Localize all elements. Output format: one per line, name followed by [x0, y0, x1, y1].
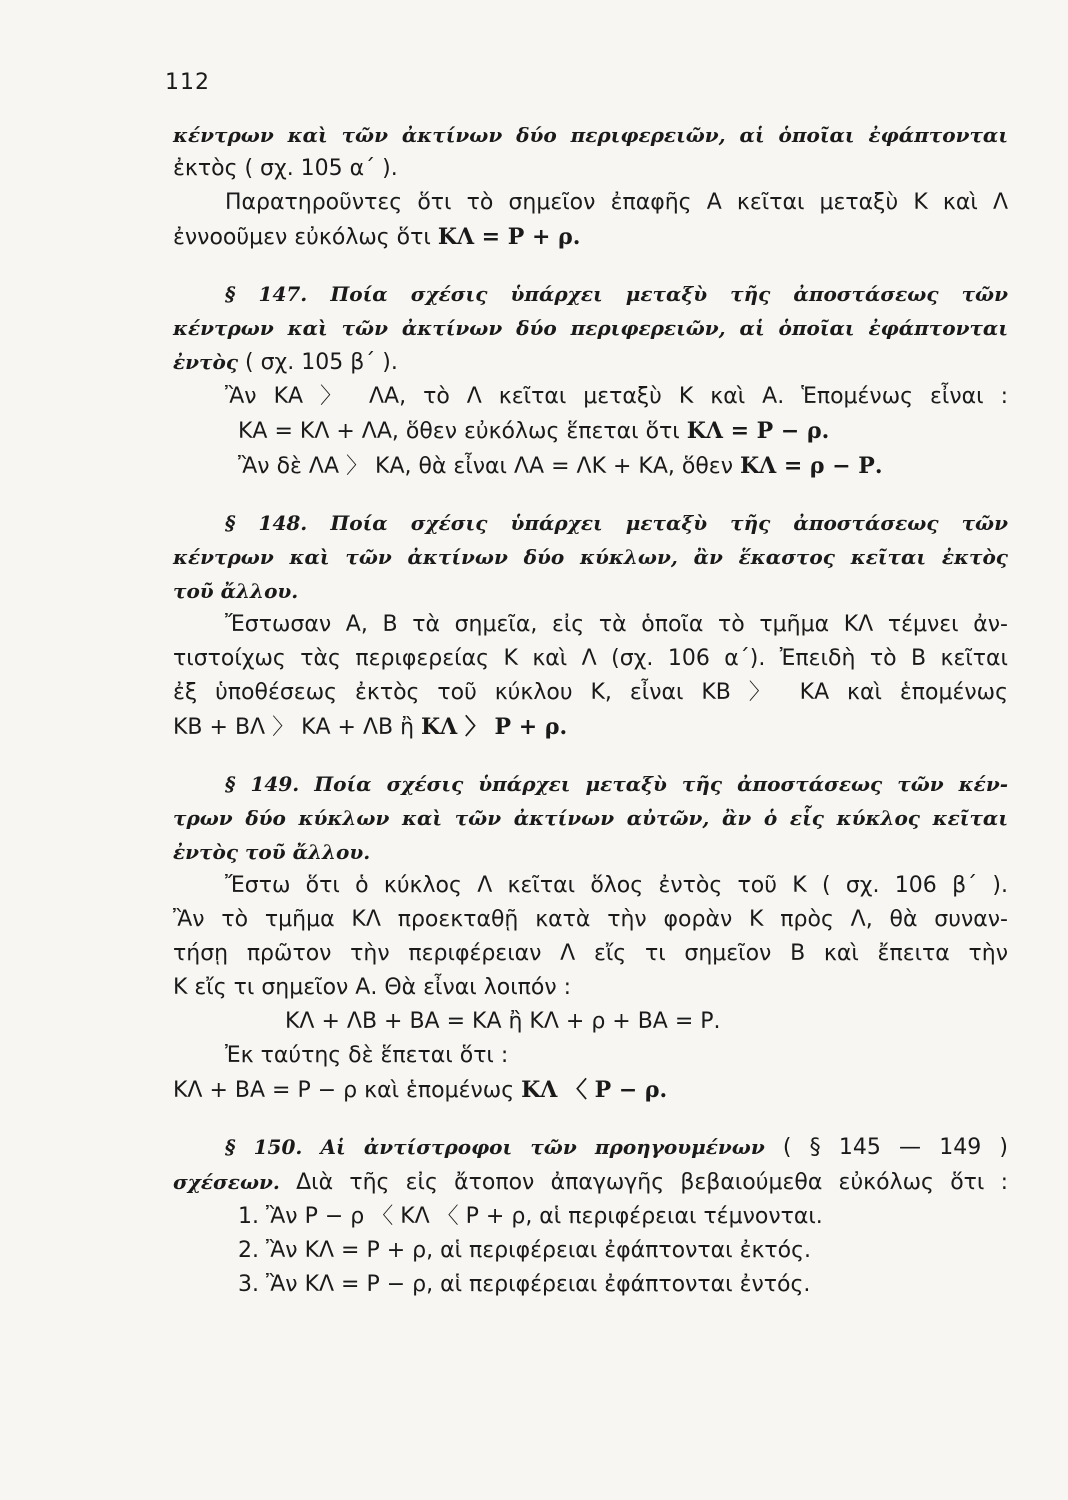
p150-heading-2 [173, 1165, 1008, 1200]
p147-line-2-text: ΚΑ = ΚΛ + ΛΑ, ὅθεν εὐκόλως ἕπεται ὅτι [238, 419, 687, 444]
p150-item-1: 1. Ἂν Ρ − ρ 〈 ΚΛ 〈 Ρ + ρ, αἱ περιφέρειαι τέμνονται. [238, 1204, 823, 1229]
p149-line-2: Ἂν τὸ τμῆμα ΚΛ προεκταθῇ κατὰ τὴν φορὰν Κ πρὸς Λ, θὰ συναν- [173, 907, 1008, 932]
p148-line-4 [173, 710, 1008, 745]
p150-intro: Διὰ τῆς εἰς ἄτοπον ἀπαγωγῆς βεβαιούμεθα εὐκόλως ὅτι : [279, 1170, 1008, 1195]
section-number-149: § 149. [225, 772, 300, 796]
p146-formula: ΚΛ = Ρ + ρ. [437, 224, 581, 250]
page-number: 112 [165, 70, 210, 95]
p150-heading-1 [173, 1130, 1008, 1165]
p147-formula-1: ΚΛ = Ρ − ρ. [686, 418, 830, 444]
p148-line-2: τιστοίχως τὰς περιφερείας Κ καὶ Λ (σχ. 106 α΄). Ἐπειδὴ τὸ Β κεῖται [173, 646, 1008, 671]
p150-item-3: 3. Ἂν ΚΛ = Ρ − ρ, αἱ περιφέρειαι ἐφάπτονται ἐντός. [238, 1272, 811, 1297]
p149-equation-1: ΚΛ + ΛΒ + ΒΑ = ΚΑ ἢ ΚΛ + ρ + ΒΑ = Ρ. [285, 1009, 721, 1034]
p148-formula: ΚΛ 〉 Ρ + ρ. [421, 714, 568, 740]
p149-line-3: τήσῃ πρῶτον τὴν περιφέρειαν Λ εἴς τι σημεῖον Β καὶ ἔπειτα τὴν [173, 941, 1008, 966]
p147-line-2 [173, 414, 1008, 449]
p147-line-1: Ἂν ΚΑ 〉 ΛΑ, τὸ Λ κεῖται μεταξὺ Κ καὶ Α. Ἑπομένως εἶναι : [225, 384, 1008, 409]
p147-figure-ref: ( σχ. 105 β΄ ). [238, 350, 398, 375]
p149-heading-2: τρων δύο κύκλων καὶ τῶν ἀκτίνων αὐτῶν, ἂν ὁ εἷς κύκλος κεῖται [173, 806, 1008, 830]
p148-heading-1-text: Ποία σχέσις ὑπάρχει μεταξὺ τῆς ἀποστάσεως τῶν [307, 511, 1008, 535]
p147-line-3-text: Ἂν δὲ ΛΑ 〉 ΚΑ, θὰ εἶναι ΛΑ = ΛΚ + ΚΑ, ὅθεν [238, 454, 740, 479]
p147-heading-2: κέντρων καὶ τῶν ἀκτίνων δύο περιφερειῶν, αἱ ὁποῖαι ἐφάπτονται [173, 316, 1008, 340]
p146-line-1: κέντρων καὶ τῶν ἀκτίνων δύο περιφερειῶν, αἱ ὁποῖαι ἐφάπτονται [173, 123, 1008, 147]
p147-heading-1 [173, 277, 1008, 311]
p149-line-4: Κ εἴς τι σημεῖον Α. Θὰ εἶναι λοιπόν : [173, 975, 572, 1000]
p148-line-3: ἐξ ὑποθέσεως ἐκτὸς τοῦ κύκλου Κ, εἶναι ΚΒ 〉 ΚΑ καὶ ἑπομένως [173, 680, 1008, 705]
p146-line-2: ἐκτὸς ( σχ. 105 α΄ ). [173, 156, 398, 181]
p150-heading-1-text: Αἱ ἀντίστροφοι τῶν προηγουμένων [302, 1135, 765, 1159]
section-number-150: § 150. [225, 1135, 303, 1159]
section-number-148: § 148. [225, 511, 308, 535]
p150-item-2: 2. Ἂν ΚΛ = Ρ + ρ, αἱ περιφέρειαι ἐφάπτονται ἐκτός. [238, 1238, 812, 1263]
p149-heading-1 [173, 767, 1008, 801]
p149-line-7-text: ΚΛ + ΒΑ = Ρ − ρ καὶ ἑπομένως [173, 1078, 522, 1103]
p149-line-7 [173, 1073, 1008, 1108]
p147-formula-2: ΚΛ = ρ − Ρ. [739, 453, 883, 479]
p148-heading-3: τοῦ ἄλλου. [173, 579, 299, 603]
p147-heading-3 [173, 345, 1008, 380]
p147-heading-1-text: Ποία σχέσις ὑπάρχει μεταξὺ τῆς ἀποστάσεως τῶν [307, 282, 1008, 306]
p148-line-4-text: ΚΒ + ΒΛ 〉 ΚΑ + ΛΒ ἢ [173, 715, 422, 740]
page-body [173, 118, 1008, 1302]
p149-formula: ΚΛ 〈 Ρ − ρ. [521, 1077, 668, 1103]
p147-line-3 [173, 449, 1008, 484]
p148-heading-2: κέντρων καὶ τῶν ἀκτίνων δύο κύκλων, ἂν ἕκαστος κεῖται ἐκτὸς [173, 545, 1008, 569]
p146-line-4-text: ἐννοοῦμεν εὐκόλως ὅτι [173, 225, 438, 250]
p148-heading-1 [173, 506, 1008, 540]
p150-section-ref: ( § 145 — 149 ) [764, 1135, 1008, 1160]
p149-heading-1-text: Ποία σχέσις ὑπάρχει μεταξὺ τῆς ἀποστάσεως τῶν κέν- [299, 772, 1009, 796]
p149-line-1: Ἔστω ὅτι ὁ κύκλος Λ κεῖται ὅλος ἐντὸς τοῦ Κ ( σχ. 106 β΄ ). [225, 873, 1008, 898]
p146-line-4 [173, 220, 1008, 255]
p150-heading-2-text: σχέσεων. [173, 1170, 280, 1194]
p149-line-6: Ἐκ ταύτης δὲ ἕπεται ὅτι : [225, 1043, 509, 1068]
p147-heading-3-text: ἐντὸς [173, 350, 239, 374]
section-number-147: § 147. [225, 282, 308, 306]
p146-line-3: Παρατηροῦντες ὅτι τὸ σημεῖον ἐπαφῆς Α κεῖται μεταξὺ Κ καὶ Λ [225, 190, 1008, 215]
p148-line-1: Ἔστωσαν Α, Β τὰ σημεῖα, εἰς τὰ ὁποῖα τὸ τμῆμα ΚΛ τέμνει ἀν- [225, 612, 1008, 637]
p149-heading-3: ἐντὸς τοῦ ἄλλου. [173, 840, 371, 864]
